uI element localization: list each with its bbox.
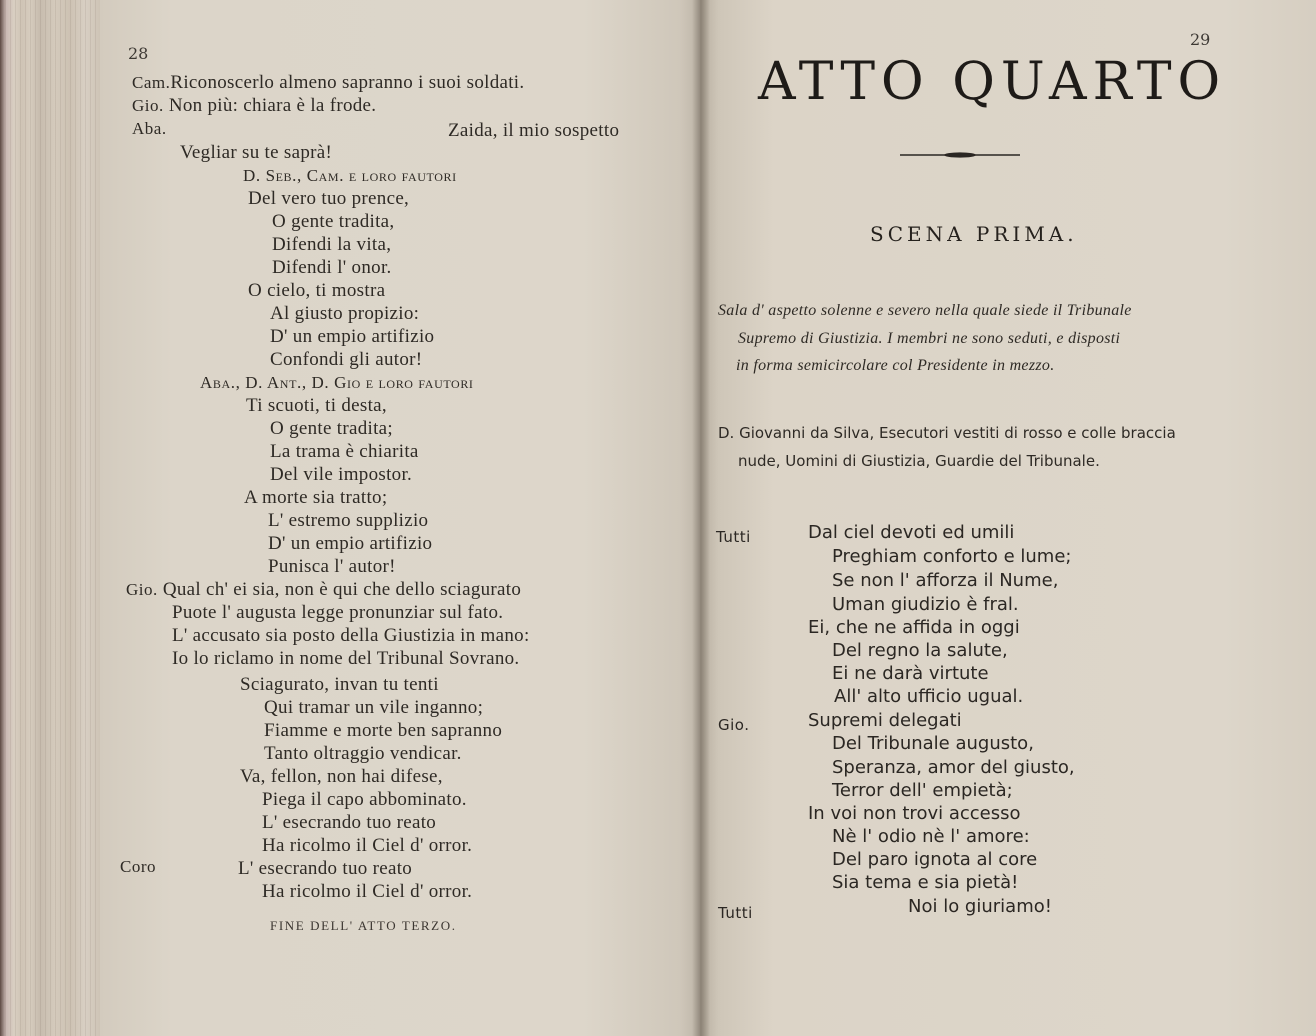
personae-line: nude, Uomini di Giustizia, Guardie del Tribunale. <box>738 452 1100 470</box>
verse-text: In voi non trovi accesso <box>808 803 1021 824</box>
verse-text: Sia tema e sia pietà! <box>832 872 1019 893</box>
verse-text: Ti scuoti, ti desta, <box>246 395 387 416</box>
speaker-label: Tutti <box>716 528 751 546</box>
act-end-note: FINE DELL' ATTO TERZO. <box>270 918 457 933</box>
verse-text: Al giusto propizio: <box>270 303 420 324</box>
verse-line <box>132 95 376 117</box>
verse-text: L' estremo supplizio <box>268 510 429 531</box>
verse-text: Del paro ignota al core <box>832 849 1038 870</box>
verse-text: Del regno la salute, <box>832 640 1008 661</box>
scene-title: SCENA PRIMA. <box>870 222 1078 246</box>
verse-text: Noi lo giuriamo! <box>908 896 1052 917</box>
verse-text: Difendi l' onor. <box>272 257 392 278</box>
verse-text: Qual ch' ei sia, non è qui che dello sciagurato <box>162 579 522 600</box>
verse-text: Qui tramar un vile inganno; <box>264 697 484 718</box>
verse-text: Tanto oltraggio vendicar. <box>264 743 462 764</box>
stage-speakers: Aba., D. Ant., D. Gio e loro fautori <box>200 373 474 392</box>
page-edges <box>0 0 110 1036</box>
verse-text: Ha ricolmo il Ciel d' orror. <box>262 835 473 856</box>
verse-text: A morte sia tratto; <box>244 487 388 508</box>
verse-text: L' accusato sia posto della Giustizia in mano: <box>172 625 530 646</box>
gutter-shadow <box>692 0 710 1036</box>
verse-line <box>132 72 524 94</box>
speaker-label: Gio. <box>718 716 750 734</box>
verse-text: D' un empio artifizio <box>270 326 435 347</box>
verse-text: Piega il capo abbominato. <box>262 789 467 810</box>
speaker-label: Cam. <box>132 73 171 92</box>
verse-text: Supremi delegati <box>808 710 962 731</box>
speaker-label: Tutti <box>718 904 753 922</box>
speaker-label: Gio. <box>126 580 158 599</box>
verse-text: Uman giudizio è fral. <box>832 594 1019 615</box>
verse-text: Vegliar su te saprà! <box>180 142 333 163</box>
verse-text: Fiamme e morte ben sapranno <box>264 720 503 741</box>
stage-direction-line: Sala d' aspetto solenne e severo nella quale siede il Tribunale <box>718 302 1132 319</box>
verse-text: Riconoscerlo almeno sapranno i suoi soldati. <box>170 72 525 93</box>
verse-text: Ei, che ne affida in oggi <box>808 617 1020 638</box>
act-title: ATTO QUARTO <box>758 52 1227 112</box>
verse-text: O cielo, ti mostra <box>248 280 386 301</box>
verse-text: Dal ciel devoti ed umili <box>808 522 1015 543</box>
verse-text: Se non l' afforza il Nume, <box>832 570 1059 591</box>
personae-line: D. Giovanni da Silva, Esecutori vestiti di rosso e colle braccia <box>718 424 1176 442</box>
verse-text: O gente tradita; <box>270 418 393 439</box>
verse-text: Del Tribunale augusto, <box>832 733 1034 754</box>
speaker-label: Aba. <box>132 119 167 138</box>
verse-text: Zaida, il mio sospetto <box>448 120 620 141</box>
speaker-label: Coro <box>120 857 156 876</box>
verse-text: Sciagurato, invan tu tenti <box>240 674 439 695</box>
right-page-number: 29 <box>1190 30 1211 49</box>
verse-text: L' esecrando tuo reato <box>262 812 437 833</box>
verse-text: Terror dell' empietà; <box>832 780 1013 801</box>
stage-speakers: D. Seb., Cam. e loro fautori <box>243 166 457 185</box>
verse-text: Va, fellon, non hai difese, <box>240 766 443 787</box>
verse-text: Speranza, amor del giusto, <box>832 757 1075 778</box>
speaker-label: Gio. <box>132 96 164 115</box>
verse-text: Ei ne darà virtute <box>832 663 989 684</box>
verse-text: Difendi la vita, <box>272 234 392 255</box>
verse-text: Punisca l' autor! <box>268 556 396 577</box>
verse-text: Puote l' augusta legge pronunziar sul fato. <box>172 602 504 623</box>
verse-text: Del vile impostor. <box>270 464 413 485</box>
verse-text: Confondi gli autor! <box>270 349 423 370</box>
verse-text: L' esecrando tuo reato <box>238 858 413 879</box>
verse-text: O gente tradita, <box>272 211 395 232</box>
verse-text: Ha ricolmo il Ciel d' orror. <box>262 881 473 902</box>
verse-text: La trama è chiarita <box>270 441 419 462</box>
verse-text: Del vero tuo prence, <box>248 188 410 209</box>
verse-text: Preghiam conforto e lume; <box>832 546 1072 567</box>
verse-text: D' un empio artifizio <box>268 533 433 554</box>
left-page-number: 28 <box>128 44 149 63</box>
verse-text: Nè l' odio nè l' amore: <box>832 826 1030 847</box>
verse-text: All' alto ufficio ugual. <box>834 686 1024 707</box>
stage-direction-line: Supremo di Giustizia. I membri ne sono seduti, e disposti <box>738 330 1121 347</box>
ornament-rule <box>900 150 1020 160</box>
stage-direction-line: in forma semicircolare col Presidente in mezzo. <box>736 357 1055 374</box>
verse-text: Io lo riclamo in nome del Tribunal Sovrano. <box>172 648 520 669</box>
verse-text: Non più: chiara è la frode. <box>168 95 377 116</box>
verse-line <box>126 579 521 601</box>
